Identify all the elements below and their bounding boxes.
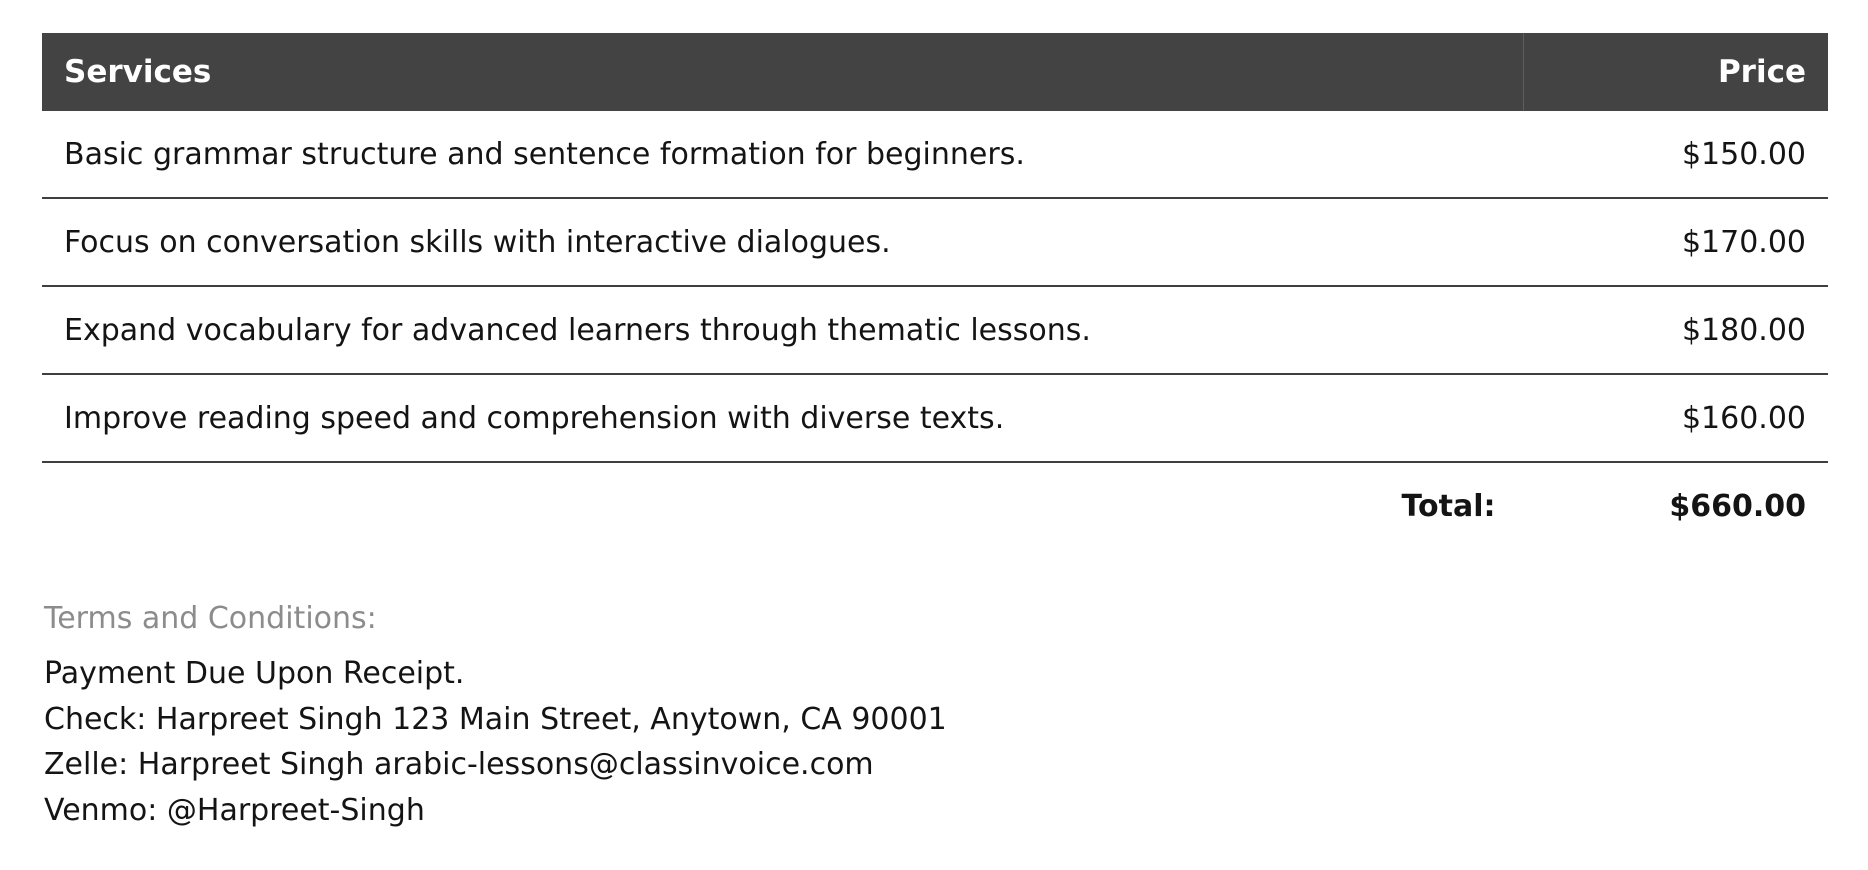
services-table [42, 33, 1828, 549]
terms-and-conditions [42, 601, 1828, 833]
service-description: Basic grammar structure and sentence formation for beginners. [42, 111, 1524, 198]
terms-title: Terms and Conditions: [44, 601, 377, 636]
service-description: Improve reading speed and comprehension with diverse texts. [42, 374, 1524, 462]
column-header-price: Price [1524, 33, 1829, 111]
terms-line: Venmo: @Harpreet-Singh [44, 792, 425, 828]
service-description: Focus on conversation skills with interactive dialogues. [42, 198, 1524, 286]
terms-line: Check: Harpreet Singh 123 Main Street, Anytown, CA 90001 [44, 701, 947, 737]
terms-line: Payment Due Upon Receipt. [44, 656, 465, 691]
table-row [42, 374, 1828, 462]
total-amount: $660.00 [1669, 488, 1806, 524]
terms-line: Zelle: Harpreet Singh arabic-lessons@classinvoice.com [44, 747, 874, 783]
service-price: $180.00 [1524, 286, 1829, 374]
service-price: $150.00 [1524, 111, 1829, 198]
table-row [42, 286, 1828, 374]
table-body [42, 111, 1828, 549]
table-header [42, 33, 1828, 111]
table-row [42, 198, 1828, 286]
table-header-row [42, 33, 1828, 111]
table-total-row [42, 462, 1828, 549]
service-price: $170.00 [1524, 198, 1829, 286]
service-description: Expand vocabulary for advanced learners through thematic lessons. [42, 286, 1524, 374]
service-price: $160.00 [1524, 374, 1829, 462]
column-header-services: Services [42, 33, 1524, 111]
total-label: Total: [1401, 488, 1496, 524]
table-row [42, 111, 1828, 198]
